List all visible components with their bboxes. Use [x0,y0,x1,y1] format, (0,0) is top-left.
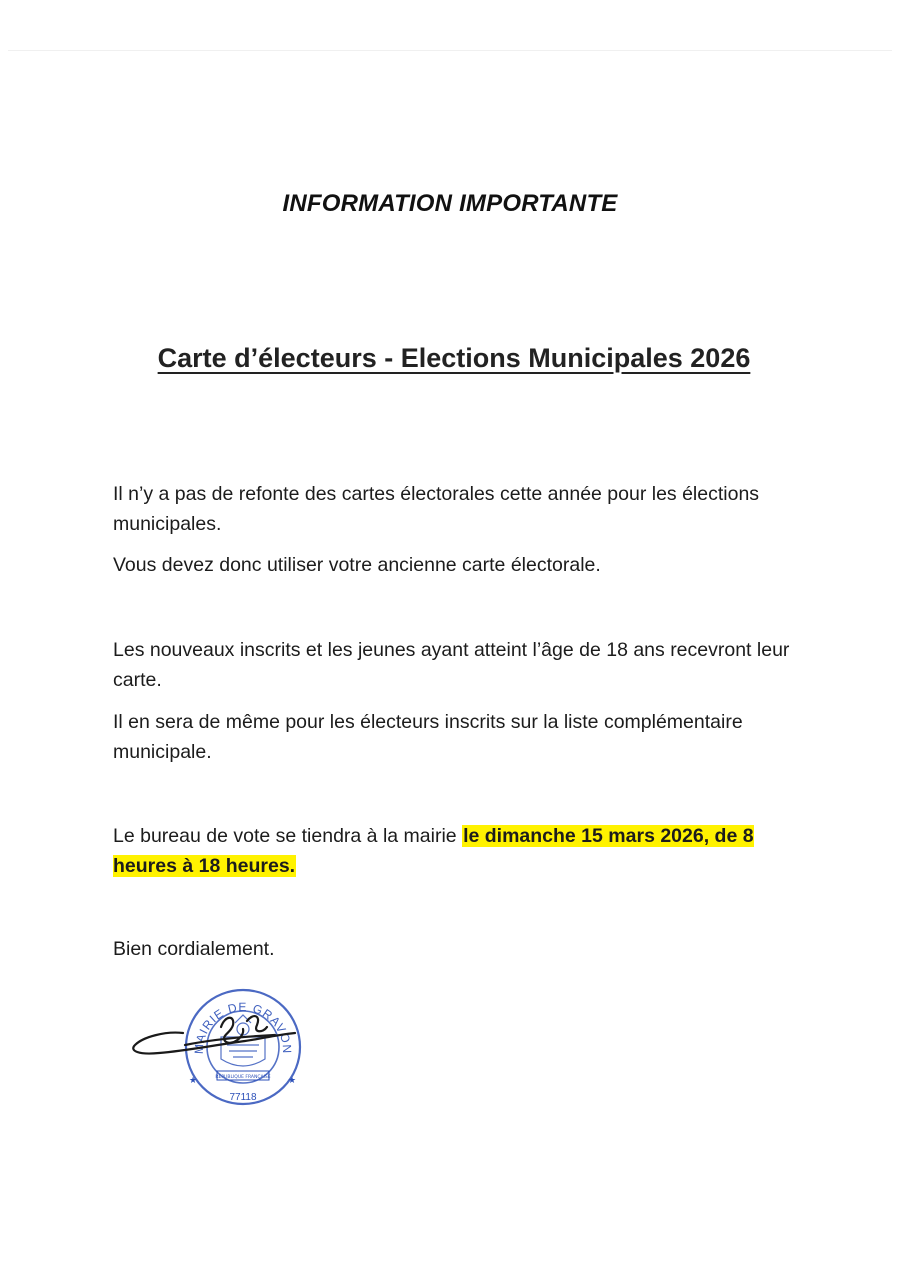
stamp-star-right: ★ [288,1076,297,1086]
paragraph-no-recast: Il n’y a pas de refonte des cartes électorales cette année pour les élections municipales. [113,483,760,535]
paragraph-complementary-list: Il en sera de même pour les électeurs inscrits sur la liste complémentaire municipale. [113,711,743,763]
voting-date-highlight: le dimanche 15 mars 2026, de 8 heures à 18 heures. [113,825,754,877]
stamp-star-left: ★ [189,1076,198,1086]
stamp-postcode: 77118 [229,1092,257,1103]
stamp-town-name: MAIRIE DE GRAVON [191,999,295,1055]
paragraph-voting-office [113,821,803,881]
stamp-svg [125,985,325,1115]
top-divider [8,50,892,51]
signature-and-stamp [125,985,325,1115]
stamp-banner-text: RÉPUBLIQUE FRANÇAISE [215,1075,271,1080]
notice-heading: INFORMATION IMPORTANTE [282,190,618,217]
voting-office-text: Le bureau de vote se tiendra à la mairie [113,825,463,847]
paragraph-use-old-card: Vous devez donc utiliser votre ancienne carte électorale. [113,554,601,576]
document-title [0,343,900,374]
closing-line: Bien cordialement. [113,938,275,960]
paragraph-new-registrants: Les nouveaux inscrits et les jeunes ayant atteint l’âge de 18 ans recevront leur carte. [113,639,790,691]
document-title-text: Carte d’électeurs - Elections Municipales 2026 [157,343,751,373]
